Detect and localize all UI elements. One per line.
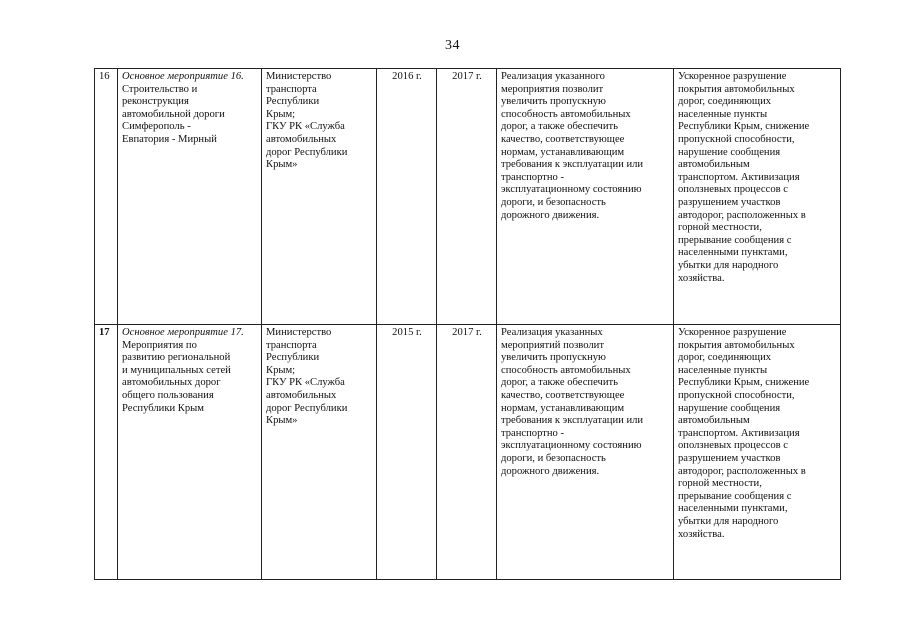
cell-text-line: транспорта — [266, 339, 317, 351]
cell-text-line: Министерство — [266, 327, 332, 338]
cell-text-line: Республики Крым, снижение — [678, 121, 810, 133]
cell-text-line: реконструкция — [122, 96, 189, 108]
row-number-cell: 17 — [95, 325, 118, 580]
start-year-cell: 2016 г. — [377, 69, 437, 325]
cell-text-line: способность автомобильных — [501, 364, 631, 376]
start-year-cell: 2015 г. — [377, 325, 437, 580]
cell-text-line: Республики — [266, 352, 320, 364]
expected-result-cell — [497, 325, 674, 580]
cell-text-line: Симферополь - — [122, 121, 191, 133]
cell-text-line: Крым; — [266, 364, 296, 376]
table-row — [95, 69, 841, 325]
cell-text-line: требования к эксплуатации или — [501, 159, 644, 171]
cell-text-line: автомобильных — [266, 133, 337, 145]
cell-text-line: Республики — [266, 96, 320, 108]
cell-text-line: эксплуатационному состоянию — [501, 184, 642, 196]
cell-text-line: нарушение сообщения — [678, 146, 781, 158]
cell-text-line: автомобильных — [266, 389, 337, 401]
cell-text-line: транспортом. Активизация — [678, 171, 800, 183]
cell-text-line: автомобильным — [678, 159, 750, 171]
cell-text-line: Республики Крым, снижение — [678, 377, 810, 389]
cell-text-line: дорожного движения. — [501, 209, 600, 221]
cell-text-line: Реализация указанного — [501, 71, 605, 82]
cell-text-line: увеличить пропускную — [501, 96, 606, 108]
cell-text-line: транспорта — [266, 83, 317, 95]
table-row — [95, 325, 841, 580]
cell-text-line: мероприятия позволит — [501, 83, 604, 95]
cell-text-line: дорог Республики — [266, 402, 348, 414]
cell-text-line: дороги, и безопасность — [501, 196, 606, 208]
event-description — [122, 340, 258, 416]
cell-text-line: транспортом. Активизация — [678, 427, 800, 439]
cell-text-line: населенными пунктами, — [678, 503, 788, 515]
cell-text-line: Ускоренное разрушение — [678, 327, 787, 338]
cell-text-line: разрушением участков — [678, 452, 781, 464]
cell-text-line: убытки для народного — [678, 515, 779, 527]
cell-text-line: автодорог, расположенных в — [678, 209, 806, 221]
cell-text-line: Реализация указанных — [501, 327, 603, 338]
cell-text-line: автомобильным — [678, 415, 750, 427]
cell-text-line: хозяйства. — [678, 528, 725, 540]
cell-text-line: Крым» — [266, 415, 298, 427]
cell-text-line: населенными пунктами, — [678, 247, 788, 259]
cell-text-line: автомобильной дороги — [122, 108, 225, 120]
cell-text-line: пропускной способности, — [678, 133, 795, 145]
event-description — [122, 84, 258, 147]
event-cell — [118, 69, 262, 325]
cell-text-line: покрытия автомобильных — [678, 339, 795, 351]
cell-text-line: общего пользования — [122, 389, 214, 401]
cell-text-line: дорог, а также обеспечить — [501, 377, 618, 389]
cell-text-line: Крым» — [266, 159, 298, 171]
page-number: 34 — [445, 38, 460, 53]
cell-text-line: дорожного движения. — [501, 465, 600, 477]
cell-text-line: Ускоренное разрушение — [678, 71, 787, 82]
cell-text-line: Мероприятия по — [122, 339, 197, 351]
cell-text-line: населенные пункты — [678, 108, 768, 120]
event-title: Основное мероприятие 17. — [122, 327, 244, 338]
consequence-cell — [674, 69, 841, 325]
cell-text-line: Крым; — [266, 108, 296, 120]
cell-text-line: Республики Крым — [122, 402, 204, 414]
cell-text-line: нормам, устанавливающим — [501, 402, 625, 414]
executor-cell — [262, 325, 377, 580]
cell-text-line: увеличить пропускную — [501, 352, 606, 364]
cell-text-line: ГКУ РК «Служба — [266, 377, 345, 389]
cell-text-line: дорог Республики — [266, 146, 348, 158]
end-year-cell: 2017 г. — [437, 69, 497, 325]
cell-text-line: дорог, соединяющих — [678, 352, 772, 364]
cell-text-line: требования к эксплуатации или — [501, 415, 644, 427]
consequence-cell — [674, 325, 841, 580]
end-year-cell: 2017 г. — [437, 325, 497, 580]
executor-cell — [262, 69, 377, 325]
cell-text-line: дорог, а также обеспечить — [501, 121, 618, 133]
cell-text-line: нормам, устанавливающим — [501, 146, 625, 158]
cell-text-line: горной местности, — [678, 222, 762, 234]
cell-text-line: дороги, и безопасность — [501, 452, 606, 464]
cell-text-line: автодорог, расположенных в — [678, 465, 806, 477]
cell-text-line: ГКУ РК «Служба — [266, 121, 345, 133]
cell-text-line: способность автомобильных — [501, 108, 631, 120]
cell-text-line: Строительство и — [122, 83, 198, 95]
cell-text-line: убытки для народного — [678, 259, 779, 271]
cell-text-line: транспортно - — [501, 427, 565, 439]
cell-text-line: эксплуатационному состоянию — [501, 440, 642, 452]
cell-text-line: качество, соответствующее — [501, 133, 625, 145]
cell-text-line: разрушением участков — [678, 196, 781, 208]
cell-text-line: оползневых процессов с — [678, 440, 788, 452]
cell-text-line: дорог, соединяющих — [678, 96, 772, 108]
cell-text-line: транспортно - — [501, 171, 565, 183]
cell-text-line: Министерство — [266, 71, 332, 82]
expected-result-cell — [497, 69, 674, 325]
table-body — [95, 69, 841, 580]
cell-text-line: хозяйства. — [678, 272, 725, 284]
cell-text-line: мероприятий позволит — [501, 339, 604, 351]
cell-text-line: покрытия автомобильных — [678, 83, 795, 95]
measures-table — [94, 68, 841, 580]
cell-text-line: населенные пункты — [678, 364, 768, 376]
cell-text-line: нарушение сообщения — [678, 402, 781, 414]
cell-text-line: качество, соответствующее — [501, 389, 625, 401]
cell-text-line: Евпатория - Мирный — [122, 133, 217, 145]
event-title: Основное мероприятие 16. — [122, 71, 244, 82]
cell-text-line: пропускной способности, — [678, 389, 795, 401]
row-number-cell: 16 — [95, 69, 118, 325]
cell-text-line: горной местности, — [678, 478, 762, 490]
cell-text-line: автомобильных дорог — [122, 377, 221, 389]
cell-text-line: развитию региональной — [122, 352, 231, 364]
cell-text-line: прерывание сообщения с — [678, 490, 792, 502]
cell-text-line: оползневых процессов с — [678, 184, 788, 196]
cell-text-line: и муниципальных сетей — [122, 364, 231, 376]
cell-text-line: прерывание сообщения с — [678, 234, 792, 246]
event-cell — [118, 325, 262, 580]
